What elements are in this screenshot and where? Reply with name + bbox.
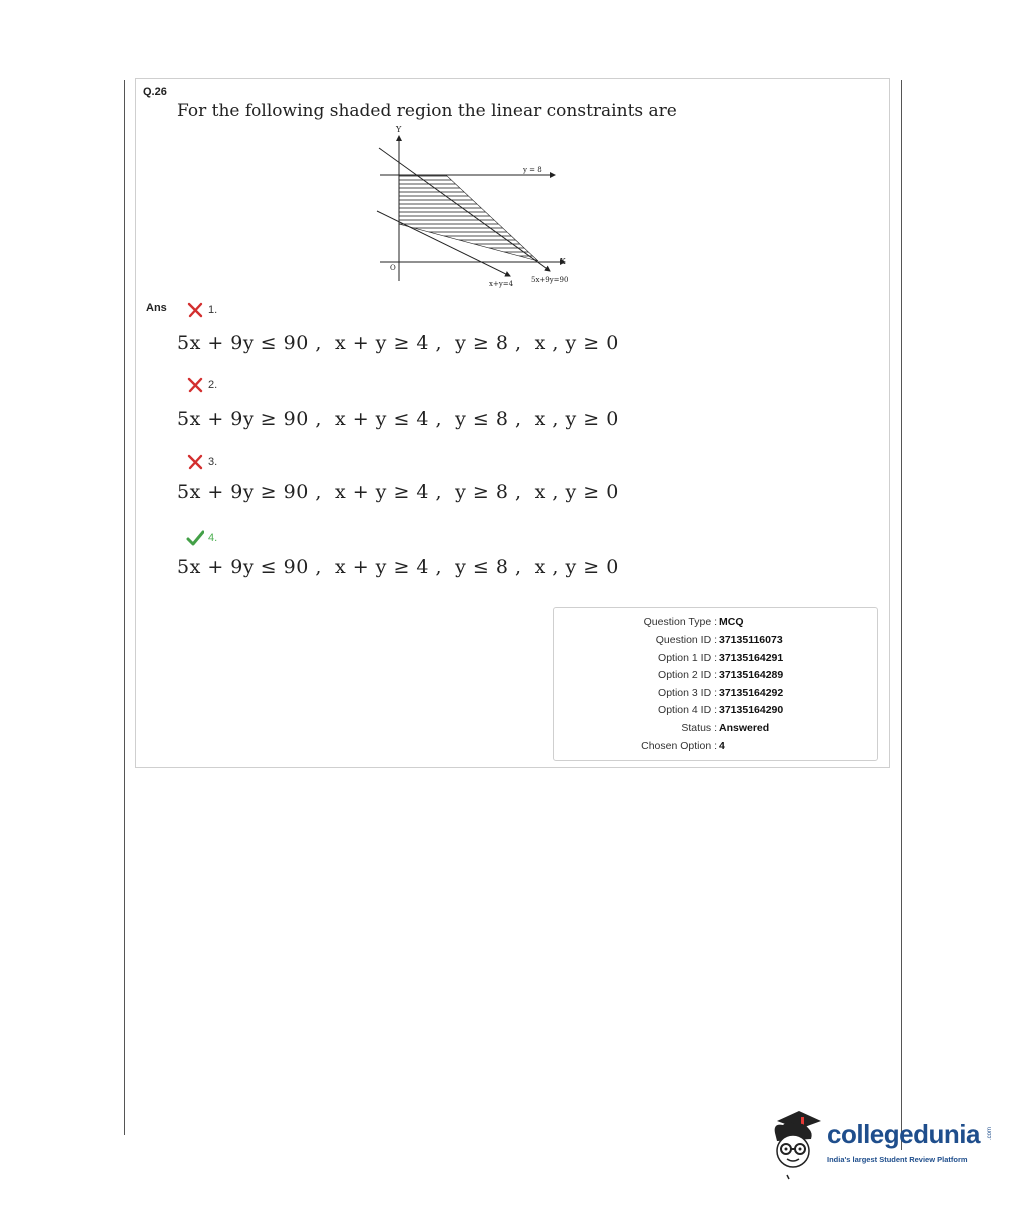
option-2-header — [186, 377, 217, 393]
line-5x-9y-90-label: 5x+9y=90 — [531, 276, 569, 284]
meta-option-1-id: Option 1 ID : 37135164291 — [658, 652, 784, 664]
cross-icon — [186, 302, 204, 318]
checkmark-icon — [186, 530, 204, 546]
cross-icon — [186, 454, 204, 470]
constraint-graph — [365, 126, 605, 290]
question-text: For the following shaded region the linear constraints are — [177, 101, 677, 121]
option-2-number: 2. — [208, 379, 218, 391]
y-axis-label: Y — [396, 126, 402, 134]
meta-option-2-id: Option 2 ID : 37135164289 — [658, 669, 784, 681]
answer-label: Ans — [146, 302, 167, 314]
option-3-header — [186, 454, 217, 470]
meta-chosen-option: Chosen Option : 4 — [641, 740, 725, 752]
meta-option-4-id: Option 4 ID : 37135164290 — [658, 704, 784, 716]
origin-label: O — [390, 264, 396, 272]
option-1-number: 1. — [208, 304, 218, 316]
option-1-header — [186, 302, 217, 318]
option-3-expression: 5x + 9y ≥ 90 , x + y ≥ 4 , y ≥ 8 , x , y ≥ 0 — [177, 481, 619, 503]
meta-question-type: Question Type : MCQ — [643, 616, 744, 628]
collegedunia-logo — [765, 1103, 995, 1183]
option-1-expression: 5x + 9y ≤ 90 , x + y ≥ 4 , y ≥ 8 , x , y ≥ 0 — [177, 332, 619, 354]
option-4-expression: 5x + 9y ≤ 90 , x + y ≥ 4 , y ≤ 8 , x , y ≥ 0 — [177, 556, 619, 578]
question-number: Q.26 — [143, 86, 167, 98]
meta-status: Status : Answered — [681, 722, 770, 734]
line-x-y-4-label: x+y=4 — [489, 280, 514, 288]
brand-com: .com — [987, 1127, 993, 1141]
meta-option-3-id: Option 3 ID : 37135164292 — [658, 687, 784, 699]
shaded-region — [399, 175, 538, 261]
option-2-expression: 5x + 9y ≥ 90 , x + y ≤ 4 , y ≤ 8 , x , y ≥ 0 — [177, 408, 619, 430]
mascot-icon — [765, 1103, 825, 1183]
page-right-rule — [901, 80, 902, 1150]
meta-question-id: Question ID : 37135116073 — [655, 634, 783, 646]
page-left-rule — [124, 80, 125, 1135]
x-axis-label: X — [560, 257, 566, 266]
option-4-number: 4. — [208, 532, 218, 544]
cross-icon — [186, 377, 204, 393]
line-y-8-label: y = 8 — [523, 166, 542, 174]
option-3-number: 3. — [208, 456, 218, 468]
brand-tagline: India's largest Student Review Platform — [827, 1155, 968, 1164]
brand-name: collegedunia — [827, 1119, 980, 1149]
option-4-header — [186, 530, 217, 546]
question-meta-panel — [553, 607, 878, 761]
